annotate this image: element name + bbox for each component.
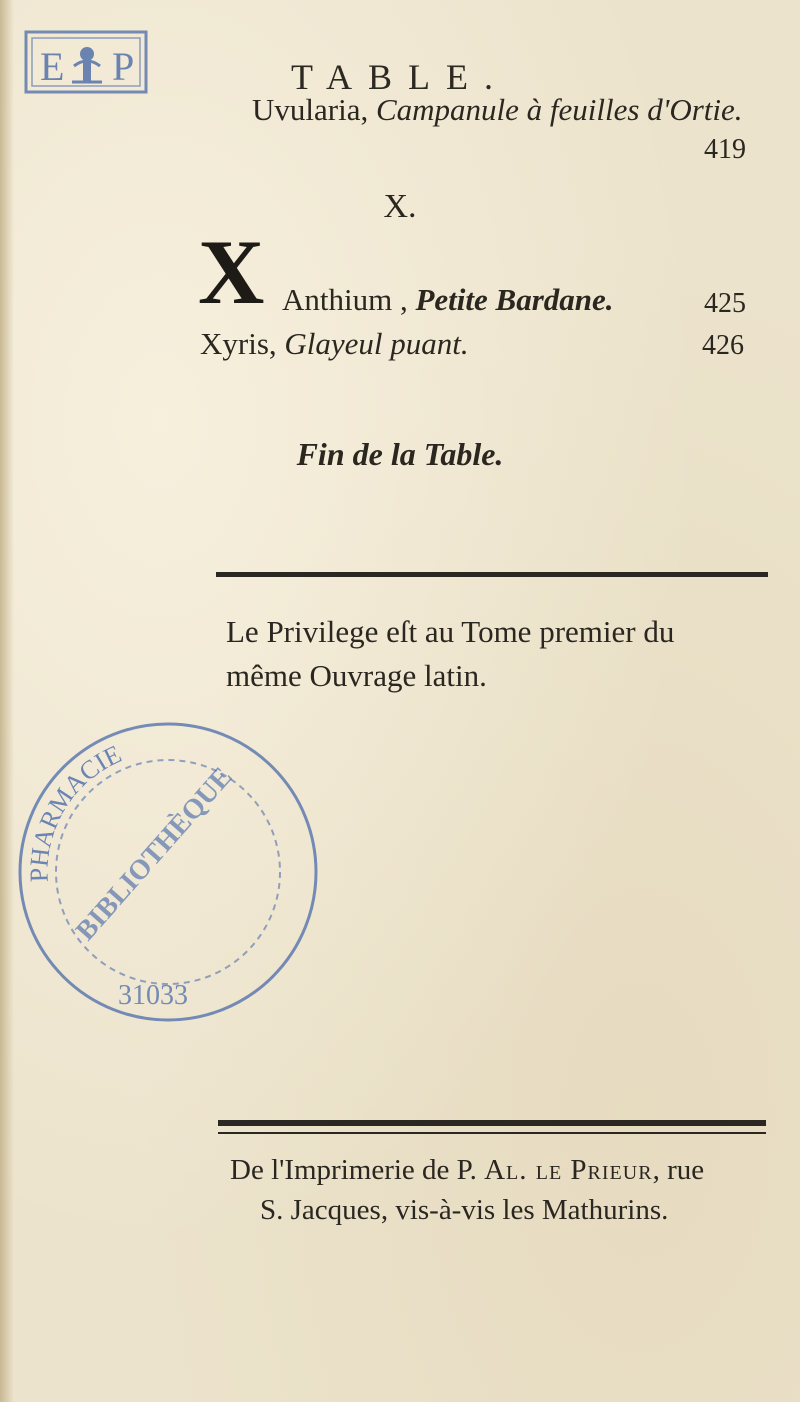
- entry-sep: ,: [392, 282, 416, 317]
- entry-xanthium: [282, 282, 614, 318]
- stamp-inner-text: BIBLIOTHÈQUE: [70, 761, 239, 947]
- drop-cap: X: [198, 221, 265, 323]
- entry-french: Glayeul puant.: [284, 326, 469, 361]
- privilege-line-1: Le Privilege eſt au Tome premier du: [226, 614, 675, 649]
- privilege-line-2: même Ouvrage latin.: [226, 658, 487, 693]
- entry-latin: Anthium: [282, 282, 393, 317]
- imprint-line-2: S. Jacques, vis-à-vis les Mathurins.: [260, 1194, 669, 1226]
- divider-rule-2: [218, 1120, 766, 1126]
- stamp-small-letter-p: P: [112, 44, 135, 89]
- divider-rule: [216, 572, 768, 577]
- entry-xyris: [200, 326, 469, 362]
- imprint-suffix: , rue: [652, 1154, 705, 1186]
- entry-uvularia: [252, 92, 743, 128]
- entry-french: Petite Bardane.: [415, 282, 614, 317]
- running-head: TABLE.: [290, 57, 510, 97]
- library-stamp-round: [8, 712, 328, 1028]
- imprint-line-1: [230, 1150, 790, 1190]
- entry-xyris-page: 426: [702, 330, 744, 361]
- entry-sep: ,: [360, 92, 376, 127]
- stamp-outer-ring: [20, 724, 316, 1020]
- entry-sep: ,: [268, 326, 285, 361]
- stamp-inner-ring: [56, 760, 280, 984]
- divider-rule-2-thin: [218, 1132, 766, 1134]
- stamp-small-letter-e: E: [40, 44, 65, 89]
- privilege-notice: [226, 610, 786, 698]
- imprint-printer-name: Al. le Prieur: [484, 1154, 653, 1186]
- stamp-outer-text: PHARMACIE: [24, 739, 126, 883]
- entry-french: Campanule à feuilles d'Ortie.: [375, 92, 743, 127]
- entry-latin: Xyris: [200, 326, 269, 361]
- entry-xanthium-page: 425: [704, 288, 746, 319]
- section-letter: X.: [383, 188, 417, 225]
- imprint-prefix: De l'Imprimerie de P.: [230, 1154, 485, 1186]
- printer-imprint: [230, 1150, 790, 1230]
- fin-de-la-table: Fin de la Table.: [296, 436, 504, 472]
- entry-latin: Uvularia: [252, 92, 361, 127]
- entry-uvularia-page: 419: [704, 134, 746, 165]
- stamp-number: 31033: [118, 980, 188, 1011]
